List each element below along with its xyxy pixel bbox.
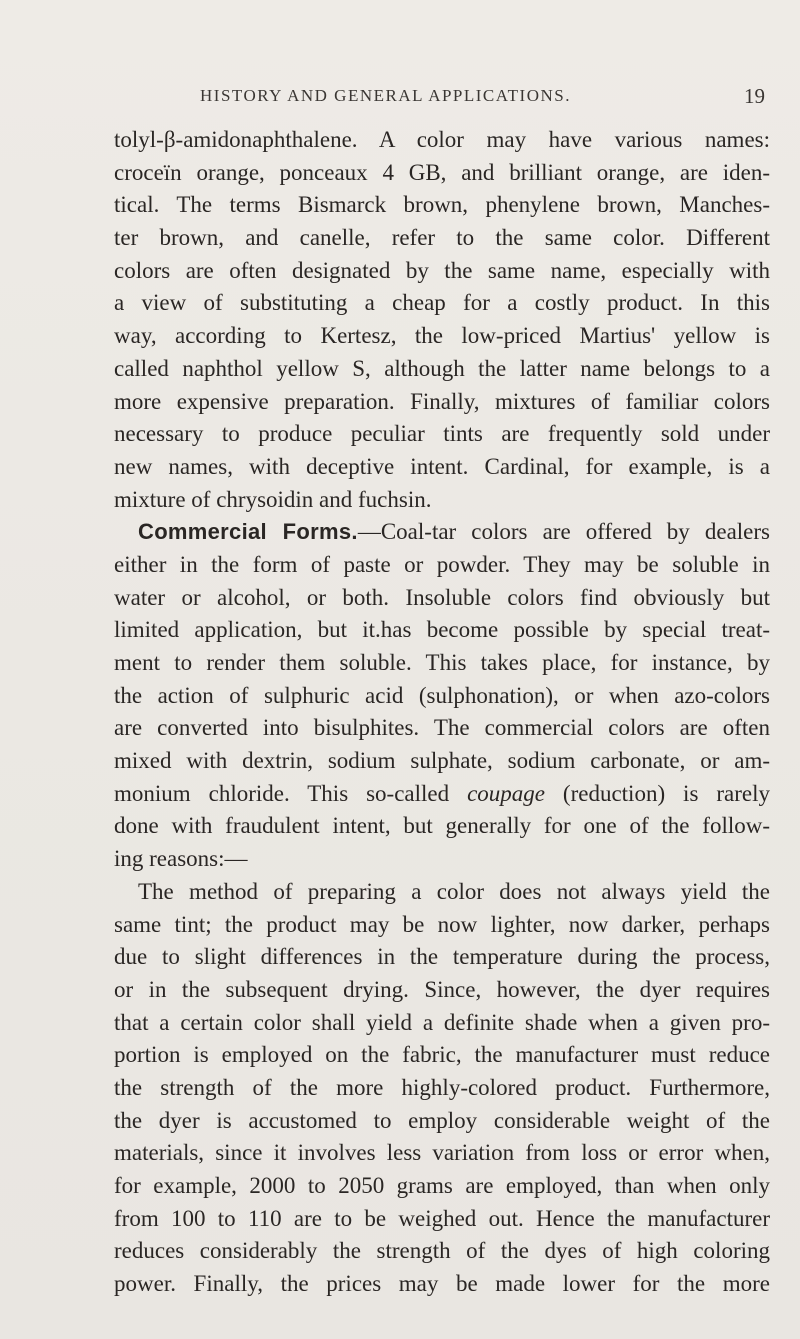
text-line: necessary to produce peculiar tints are frequently sold under: [114, 421, 770, 447]
text-line: the dyer is accustomed to employ considerable weight of the: [114, 1107, 770, 1133]
text-line: way, according to Kertesz, the low-priced Martius' yellow is: [114, 323, 770, 349]
coupage-term: coupage: [467, 780, 545, 806]
text-line: done with fraudulent intent, but generally for one of the follow-: [114, 813, 770, 839]
section-heading: Commercial Forms.: [138, 519, 358, 545]
text-line: limited application, but it.has become possible by special treat-: [114, 617, 770, 643]
text-line: The method of preparing a color does not always yield the: [138, 878, 770, 904]
text-line: water or alcohol, or both. Insoluble colors find obviously but: [114, 584, 770, 610]
text-line: same tint; the product may be now lighter, now darker, perhaps: [114, 911, 770, 937]
text-line: tolyl-β-amidonaphthalene. A color may have various names:: [114, 127, 770, 152]
running-head-title: HISTORY AND GENERAL APPLICATIONS.: [200, 86, 571, 105]
text-line: due to slight differences in the temperature during the process,: [114, 944, 770, 970]
text-run: monium chloride. This so-called: [114, 780, 468, 806]
text-line: the action of sulphuric acid (sulphonation), or when azo-colors: [114, 682, 770, 708]
text-line: ment to render them soluble. This takes place, for instance, by: [114, 650, 770, 675]
text-line: portion is employed on the fabric, the manufacturer must reduce: [114, 1042, 770, 1068]
text-line: called naphthol yellow S, although the latter name belongs to a: [114, 355, 770, 381]
text-line: reduces considerably the strength of the dyes of high coloring: [114, 1238, 770, 1264]
running-head: [0, 86, 800, 116]
text-line: the strength of the more highly-colored product. Furthermore,: [114, 1074, 770, 1100]
section-heading-line: [114, 516, 770, 549]
body-text: [114, 124, 770, 1301]
text-line-coupage: [114, 778, 770, 811]
text-line: either in the form of paste or powder. They may be soluble in: [114, 551, 770, 577]
text-line: from 100 to 110 are to be weighed out. Hence the manufacturer: [114, 1205, 770, 1231]
text-line: ter brown, and canelle, refer to the same color. Different: [114, 225, 770, 251]
text-run: (reduction) is rarely: [544, 780, 770, 806]
text-line: colors are often designated by the same name, especially with: [114, 257, 770, 283]
text-line: mixed with dextrin, sodium sulphate, sodium carbonate, or am-: [114, 748, 770, 774]
text-line: or in the subsequent drying. Since, however, the dyer requires: [114, 976, 770, 1002]
text-line: ing reasons:—: [114, 846, 248, 872]
text-line: a view of substituting a cheap for a costly product. In this: [114, 290, 770, 316]
text-line: for example, 2000 to 2050 grams are employed, than when only: [114, 1173, 770, 1198]
text-line: tical. The terms Bismarck brown, phenylene brown, Manches-: [114, 192, 770, 218]
text-line: more expensive preparation. Finally, mixtures of familiar colors: [114, 388, 770, 414]
section-heading-rest: —Coal-tar colors are offered by dealers: [357, 519, 770, 545]
text-line: materials, since it involves less variation from loss or error when,: [114, 1140, 770, 1166]
page-number: 19: [744, 84, 765, 108]
text-line: mixture of chrysoidin and fuchsin.: [114, 486, 432, 512]
text-line: croceïn orange, ponceaux 4 GB, and brilliant orange, are iden-: [114, 159, 770, 185]
text-line: are converted into bisulphites. The commercial colors are often: [114, 715, 770, 741]
text-line: power. Finally, the prices may be made lower for the more: [114, 1271, 770, 1297]
text-line: that a certain color shall yield a definite shade when a given pro-: [114, 1009, 770, 1035]
text-line: new names, with deceptive intent. Cardinal, for example, is a: [114, 453, 770, 479]
